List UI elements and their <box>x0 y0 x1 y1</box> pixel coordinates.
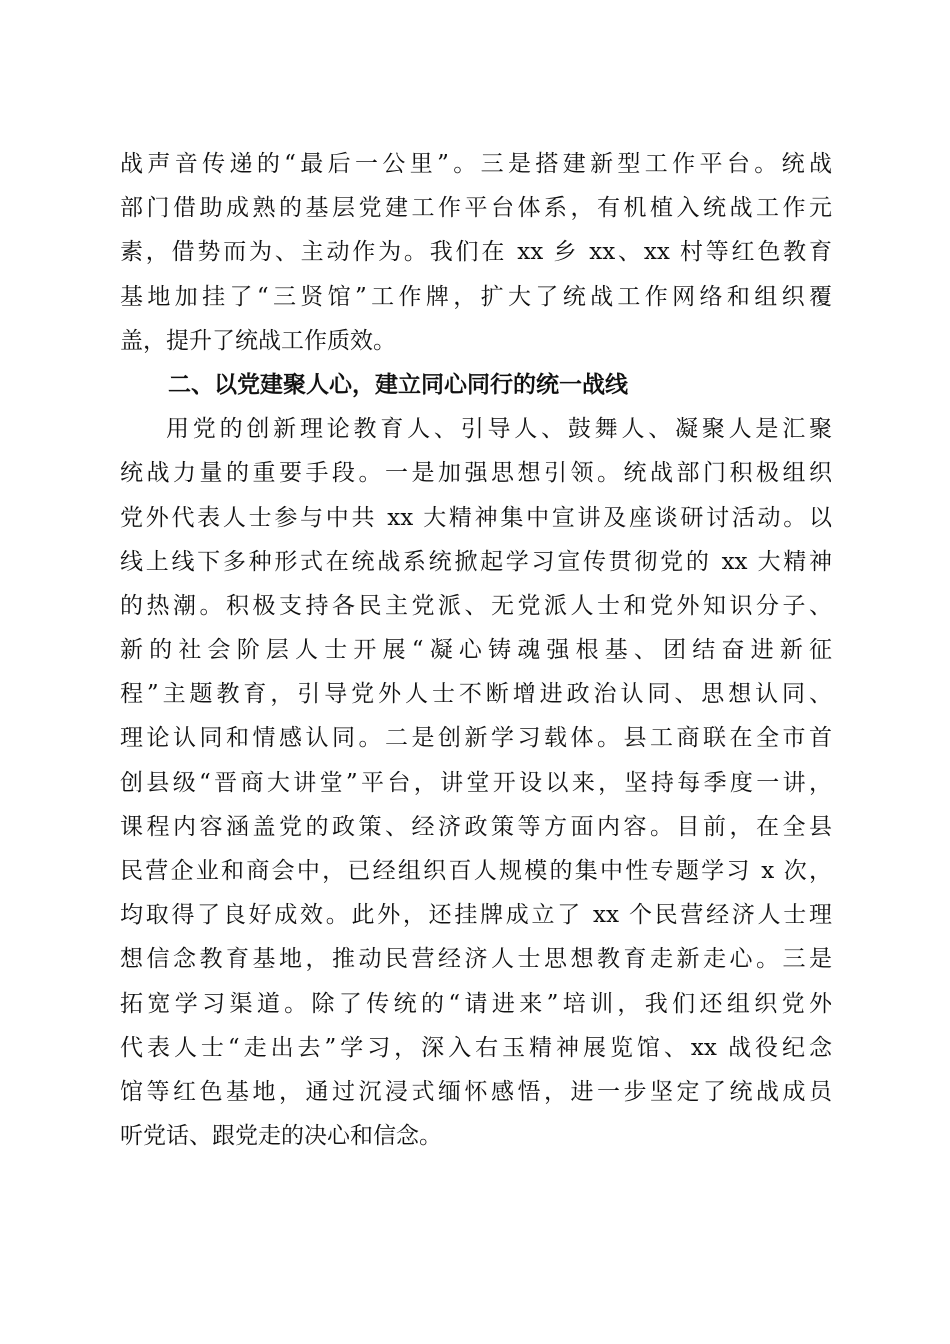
paragraph-2-line: 理论认同和情感认同。二是创新学习载体。县工商联在全市首 <box>120 725 832 752</box>
paragraph-1-line: 战声音传递的“最后一公里”。三是搭建新型工作平台。统战 <box>120 151 832 177</box>
paragraph-2-line: 党外代表人士参与中共 xx 大精神集中宣讲及座谈研讨活动。以 <box>120 504 832 531</box>
paragraph-2-line: 听党话、跟党走的决心和信念。 <box>120 1123 442 1150</box>
paragraph-2-line: 课程内容涵盖党的政策、经济政策等方面内容。目前，在全县 <box>120 813 832 840</box>
section-heading: 二、以党建聚人心，建立同心同行的统一战线 <box>168 371 628 398</box>
document-body <box>120 142 832 1158</box>
paragraph-2-line: 的热潮。积极支持各民主党派、无党派人士和党外知识分子、 <box>120 592 832 619</box>
paragraph-1-line: 部门借助成熟的基层党建工作平台体系，有机植入统战工作元 <box>120 195 832 222</box>
paragraph-2-line: 程”主题教育，引导党外人士不断增进政治认同、思想认同、 <box>120 681 832 708</box>
paragraph-2-line: 新的社会阶层人士开展“凝心铸魂强根基、团结奋进新征 <box>120 637 832 664</box>
paragraph-2-line: 想信念教育基地，推动民营经济人士思想教育走新走心。三是 <box>120 946 832 973</box>
paragraph-2-line: 创县级“晋商大讲堂”平台，讲堂开设以来，坚持每季度一讲， <box>120 769 832 796</box>
paragraph-2-line: 统战力量的重要手段。一是加强思想引领。统战部门积极组织 <box>120 460 832 487</box>
paragraph-1-line: 素，借势而为、主动作为。我们在 xx 乡 xx、xx 村等红色教育 <box>120 239 832 266</box>
paragraph-2-line: 用党的创新理论教育人、引导人、鼓舞人、凝聚人是汇聚 <box>166 416 832 443</box>
paragraph-2-line: 均取得了良好成效。此外，还挂牌成立了 xx 个民营经济人士理 <box>120 902 832 929</box>
paragraph-2-line: 馆等红色基地，通过沉浸式缅怀感悟，进一步坚定了统战成员 <box>120 1078 832 1105</box>
paragraph-1-line: 盖，提升了统战工作质效。 <box>120 327 396 354</box>
paragraph-2-line: 民营企业和商会中，已经组织百人规模的集中性专题学习 x 次， <box>120 858 832 884</box>
paragraph-1-line: 基地加挂了“三贤馆”工作牌，扩大了统战工作网络和组织覆 <box>120 283 832 310</box>
paragraph-2-line: 线上线下多种形式在统战系统掀起学习宣传贯彻党的 xx 大精神 <box>120 548 832 575</box>
paragraph-2-line: 代表人士“走出去”学习，深入右玉精神展览馆、xx 战役纪念 <box>120 1034 832 1061</box>
paragraph-2-line: 拓宽学习渠道。除了传统的“请进来”培训，我们还组织党外 <box>120 990 832 1017</box>
